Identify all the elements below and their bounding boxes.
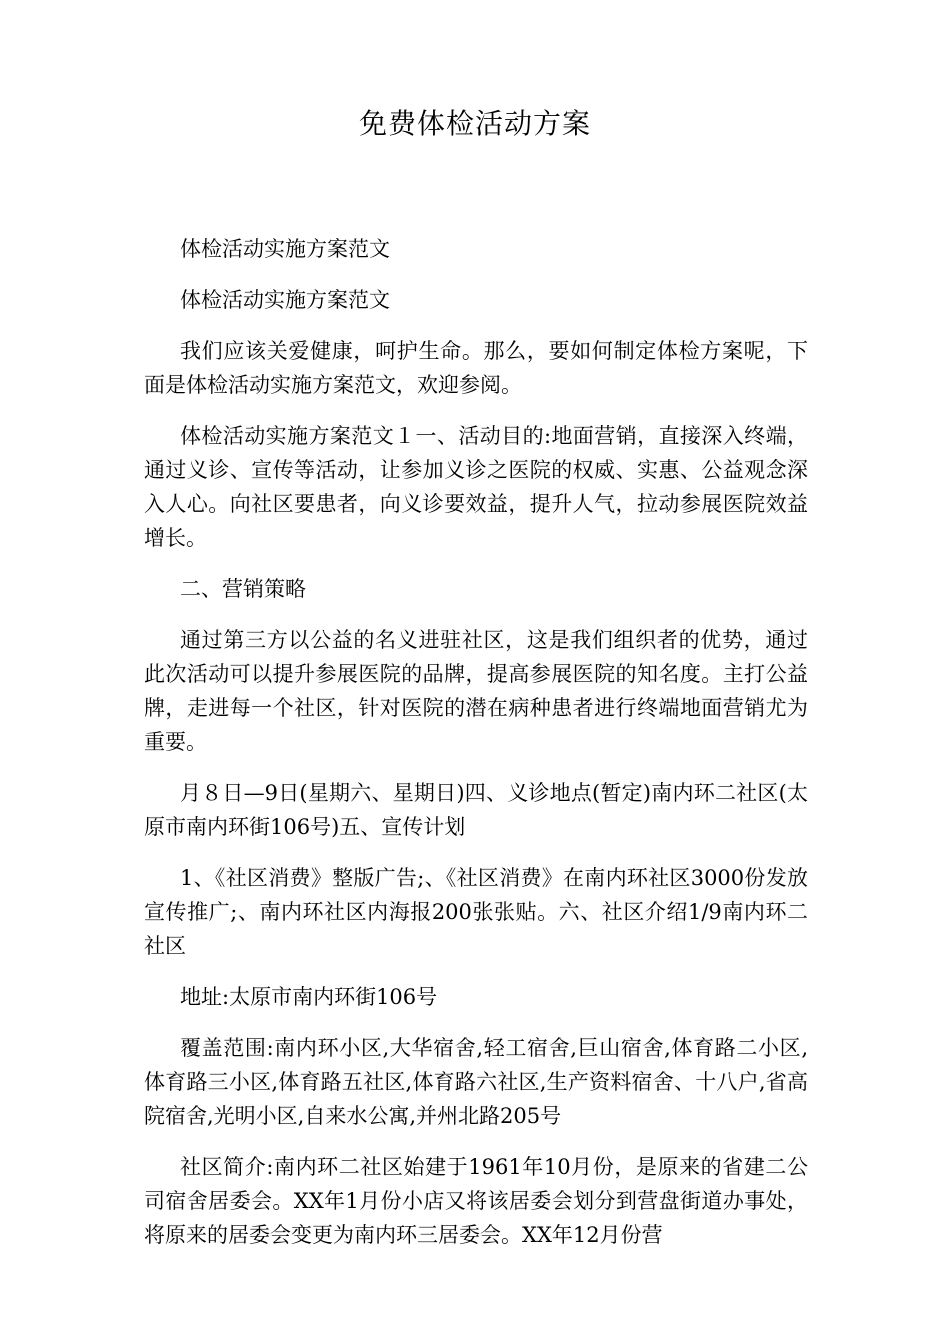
paragraph-subtitle-1: 体检活动实施方案范文 xyxy=(180,237,390,261)
paragraph-coverage: 覆盖范围:南内环小区,大华宿舍,轻工宿舍,巨山宿舍,体育路二小区,体育路三小区,体育路五社区,体育路六社区,生产资料宿舍、十八户,省高院宿舍,光明小区,自来水公寓,并州北路205号 xyxy=(144,1036,808,1128)
paragraph-strategy-heading: 二、营销策略 xyxy=(180,577,306,601)
paragraph-intro: 我们应该关爱健康，呵护生命。那么，要如何制定体检方案呢，下面是体检活动实施方案范文，欢迎参阅。 xyxy=(144,339,808,397)
document-title: 免费体检活动方案 xyxy=(358,107,591,140)
paragraph-publicity: 1、《社区消费》整版广告;、《社区消费》在南内环社区3000份发放宣传推广;、南内环社区内海报200张张贴。六、社区介绍1/9南内环二社区 xyxy=(144,866,808,958)
document-body xyxy=(144,232,808,1269)
paragraph-subtitle-2: 体检活动实施方案范文 xyxy=(180,288,390,312)
paragraph-purpose: 体检活动实施方案范文１一、活动目的:地面营销，直接深入终端，通过义诊、宣传等活动，让参加义诊之医院的权威、实惠、公益观念深入人心。向社区要患者，向义诊要效益，提升人气，拉动参展医院效益增长。 xyxy=(144,424,808,550)
paragraph-address: 地址:太原市南内环街106号 xyxy=(180,985,438,1009)
paragraph-schedule: 月８日—9日(星期六、星期日)四、义诊地点(暂定)南内环二社区(太原市南内环街106号)五、宣传计划 xyxy=(144,781,808,839)
paragraph-strategy: 通过第三方以公益的名义进驻社区，这是我们组织者的优势，通过此次活动可以提升参展医院的品牌，提高参展医院的知名度。主打公益牌，走进每一个社区，针对医院的潜在病种患者进行终端地面营销尤为重要。 xyxy=(144,628,808,754)
paragraph-community-intro: 社区简介:南内环二社区始建于1961年10月份，是原来的省建二公司宿舍居委会。XX年1月份小店又将该居委会划分到营盘街道办事处，将原来的居委会变更为南内环三居委会。XX年12月份营 xyxy=(144,1155,808,1247)
